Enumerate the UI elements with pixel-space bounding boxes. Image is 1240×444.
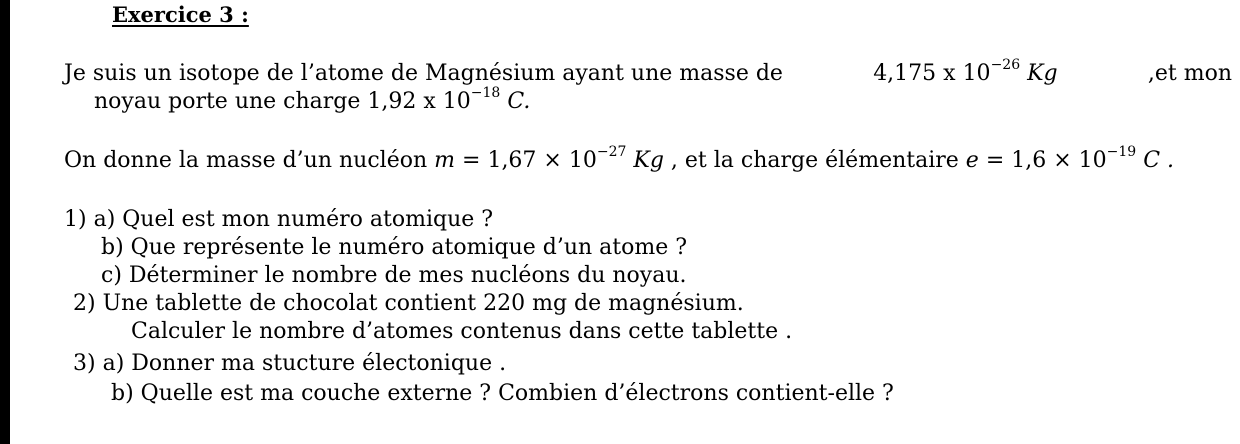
nucleon-mass-unit: Kg xyxy=(633,148,664,173)
question-2-calc-text: Calculer le nombre d’atomes contenus dans cette tablette . xyxy=(131,319,793,344)
intro-mass-value xyxy=(873,56,1058,87)
charge-mantissa: 1,92 x 10 xyxy=(367,89,471,114)
mass-exponent: −26 xyxy=(990,56,1021,73)
intro-line-2-text: noyau porte une charge xyxy=(94,89,361,114)
nucleon-mass-symbol: m xyxy=(434,148,456,173)
question-1b xyxy=(101,235,687,261)
question-3a-text: 3) a) Donner ma stucture électonique . xyxy=(73,351,507,376)
givens-text-middle: , et la charge élémentaire xyxy=(670,148,959,173)
question-1b-text: b) Que représente le numéro atomique d’un atome ? xyxy=(101,235,688,260)
elementary-charge-unit: C . xyxy=(1143,148,1175,173)
intro-line-2 xyxy=(94,84,531,115)
question-3b-text: b) Quelle est ma couche externe ? Combien d’électrons contient-elle ? xyxy=(111,381,894,406)
charge-unit: C. xyxy=(507,89,531,114)
exercise-title: Exercice 3 : xyxy=(112,2,249,27)
question-1c-text: c) Déterminer le nombre de mes nucléons du noyau. xyxy=(101,263,687,288)
nucleon-mass-exponent: −27 xyxy=(596,143,627,160)
intro-line-1-tail: ,et mon xyxy=(1147,61,1232,86)
question-3b xyxy=(111,381,894,407)
question-2-text: 2) Une tablette de chocolat contient 220 mg de magnésium. xyxy=(73,291,744,316)
question-1c xyxy=(101,263,687,289)
intro-line-1 xyxy=(64,56,1232,87)
mass-mantissa: 4,175 x 10 xyxy=(873,61,991,86)
question-2-calc xyxy=(131,319,792,345)
question-3a xyxy=(73,351,506,377)
charge-exponent: −18 xyxy=(470,84,501,101)
nucleon-mass-value: = 1,67 × 10 xyxy=(462,148,597,173)
mass-unit: Kg xyxy=(1027,61,1058,86)
elementary-charge-symbol: e xyxy=(965,148,979,173)
left-edge-bar xyxy=(0,0,10,444)
question-1a xyxy=(64,207,493,233)
question-1a-text: 1) a) Quel est mon numéro atomique ? xyxy=(64,207,494,232)
elementary-charge-exponent: −19 xyxy=(1106,143,1137,160)
intro-line-1-text: Je suis un isotope de l’atome de Magnésium ayant une masse de xyxy=(64,61,783,86)
question-2 xyxy=(73,291,744,317)
elementary-charge-value: = 1,6 × 10 xyxy=(985,148,1107,173)
givens-text-start: On donne la masse d’un nucléon xyxy=(64,148,428,173)
givens-line xyxy=(64,143,1175,174)
